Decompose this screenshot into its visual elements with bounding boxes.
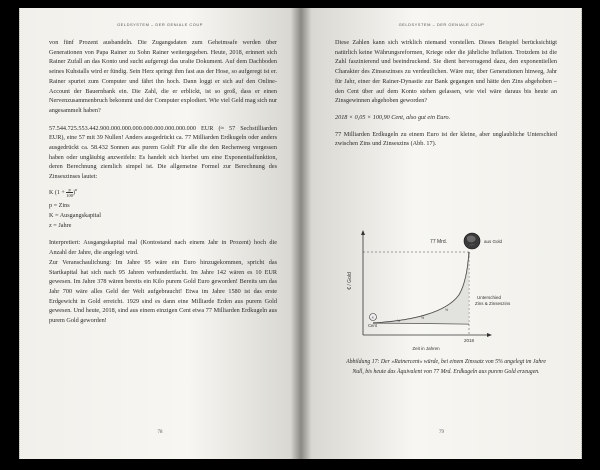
page-edge-left <box>19 8 20 459</box>
percent-mark-1: % <box>397 319 401 323</box>
page-edge-right <box>581 8 582 459</box>
difference-area <box>373 252 469 324</box>
top-value-label: 77 Mrd. <box>430 239 447 245</box>
formula-k: K <box>49 189 54 196</box>
right-page <box>301 8 582 459</box>
percent-mark-2: % <box>421 316 425 320</box>
exponential-growth-figure <box>341 223 551 353</box>
formula-open: (1 + <box>54 189 67 196</box>
right-formula-line: 2018 × 0,05 × 100,90 Cent, also gut ein Euro. <box>335 113 451 121</box>
left-running-head: GELDSYSTEM – DER GENIALE COUP <box>117 22 203 27</box>
formula-legend-k: K = Ausgangskapital <box>49 212 101 220</box>
formula-legend-p: p = Zins <box>49 202 70 210</box>
left-paragraph-4: Zur Veranschaulichung: Im Jahre 95 wäre ein Euro hinzugekommen, spricht das Startkapital hat sich nach 95 Jahren verhundertfacht. Im Jahre 142 wären es 10 EUR gewesen. Im Jahre 378 wären bereits ein Kilo purem Gold Euro geworden! Bereits um das Jahr 700 wäre alles Geld der Welt aufgebraucht! Etwa im Jahre 1580 ist das erste Erdgewicht in Gold erreicht. 1929 sind es dann eine Milliarde Erden aus purem Gold gewesen. Und heute, 2018, sind aus einem einzigen Cent etwa 77 Milliarden Erdkugeln aus purem Gold geworden! <box>49 258 277 325</box>
difference-label-1: Unterschied <box>477 295 502 300</box>
open-book <box>19 6 582 461</box>
formula-fraction <box>66 187 73 198</box>
x-axis-arrow <box>487 333 492 337</box>
formula-denominator: 100 <box>66 192 73 198</box>
left-paragraph-2: 57.544.725.553.442.900.000.000.000.000.000.000.000.000 EUR (≈ 57 Sechstilliarden EUR), eine 57 mit 39 Nullen! Anders ausgedrückt ca. 77 Milliarden Erdkugeln oder anders ausgedrückt ca. 58.432 Sonnen aus purem Gold! Für alle die den Rechenweg vergessen haben oder ungläubig anzweifeln: Es handelt sich hierbei um eine Exponentialfunktion, deren Berechnung ziemlich simpel ist. Die allgemeine Formel zur Berechnung des Zinseszinses lautet: <box>49 124 277 181</box>
left-body-text <box>49 38 277 326</box>
left-paragraph-3: Interpretiert: Ausgangskapital mal (Kontostand nach einem Jahr in Prozent) hoch die Anzahl der Jahre, die angelegt wird. <box>49 239 277 257</box>
left-paragraph-1: von fünf Prozent ausbandeln. Die Zugangsdaten zum Geheimsafe werden über Generationen von Papa Rainer zu Sohn Rainer weitergegeben. Heute, 2018, erinnert sich Rainer Zufall an das Konto und sucht aufgeregt das uralte Dokument. Auf dem Dachboden seines Kuhstalls wird er fündig. Sein Herz springt ihm fast aus der Hose, so aufgeregt ist er. Rainer spurtet zum Computer und fährt ihn hoch. Dann loggt er sich auf den Online-Account der Bauernbank ein. Die Zahl, die er erblickt, ist so groß, dass er einen Nervenzusammenbruch bekommt und der Computer explodiert. Wie viel Geld mag sich nur angesammelt haben? <box>49 39 277 114</box>
right-body-text <box>335 38 557 149</box>
left-page-number: 78 <box>157 430 163 435</box>
right-paragraph-1: Diese Zahlen kann sich wirklich niemand vorstellen. Dieses Beispiel berücksichtigt natürlich keine Währungsreformen, Kriege oder die jährliche Inflation. Trotzdem ist die Zahl faszinierend und beeindruckend. Sie dient hervorragend dazu, den exponentiellen Charakter des Zinseszinses zu verdeutlichen. Wäre nur, über Generationen hinweg, Jahr für Jahr, einer der Rainer-Dynastie zur Bank gegangen und hätte den Zins abgehoben – den Cent über auf dem Konto stehen gelassen, wie viel wäre daraus bis heute an Zinsgewinnen abgehoben geworden? <box>335 39 557 105</box>
right-paragraph-2: 77 Milliarden Erdkugeln zu einem Euro ist der kleine, aber unglaubliche Unterschied zwischen Zins und Zinseszins (Abb. 17). <box>335 130 557 148</box>
globe-label: aus Gold <box>484 239 503 244</box>
formula-numerator: p <box>66 187 73 193</box>
formula-exponent: n <box>74 186 77 192</box>
x-axis-label: Zeit in Jahren <box>412 346 440 351</box>
formula-close: ) <box>72 189 75 196</box>
y-axis-arrow <box>361 230 365 235</box>
book-gutter <box>291 8 311 459</box>
formula-legend-z: z = Jahre <box>49 221 72 229</box>
y-axis-label: € / Gold <box>347 272 353 290</box>
year-label: 2018 <box>463 338 475 343</box>
right-running-head: GELDSYSTEM – DER GENIALE COUP <box>398 22 485 27</box>
difference-label-2: Zins & Zinseszins <box>475 301 511 306</box>
compound-interest-formula <box>49 185 277 199</box>
figure-caption: Abbildung 17: Der »Rainercent« würde, bei einem Zinssatz von 5% angelegt im Jahre Null, bis heute das Äquivalent von 77 Mrd. Erdkugeln aus purem Gold erzeugen. <box>346 359 546 375</box>
percent-mark-3: % <box>445 308 449 312</box>
cent-label: Cent <box>368 323 377 328</box>
coin-symbol: € <box>372 315 374 320</box>
left-page <box>19 8 301 459</box>
right-page-number: 79 <box>439 430 444 435</box>
